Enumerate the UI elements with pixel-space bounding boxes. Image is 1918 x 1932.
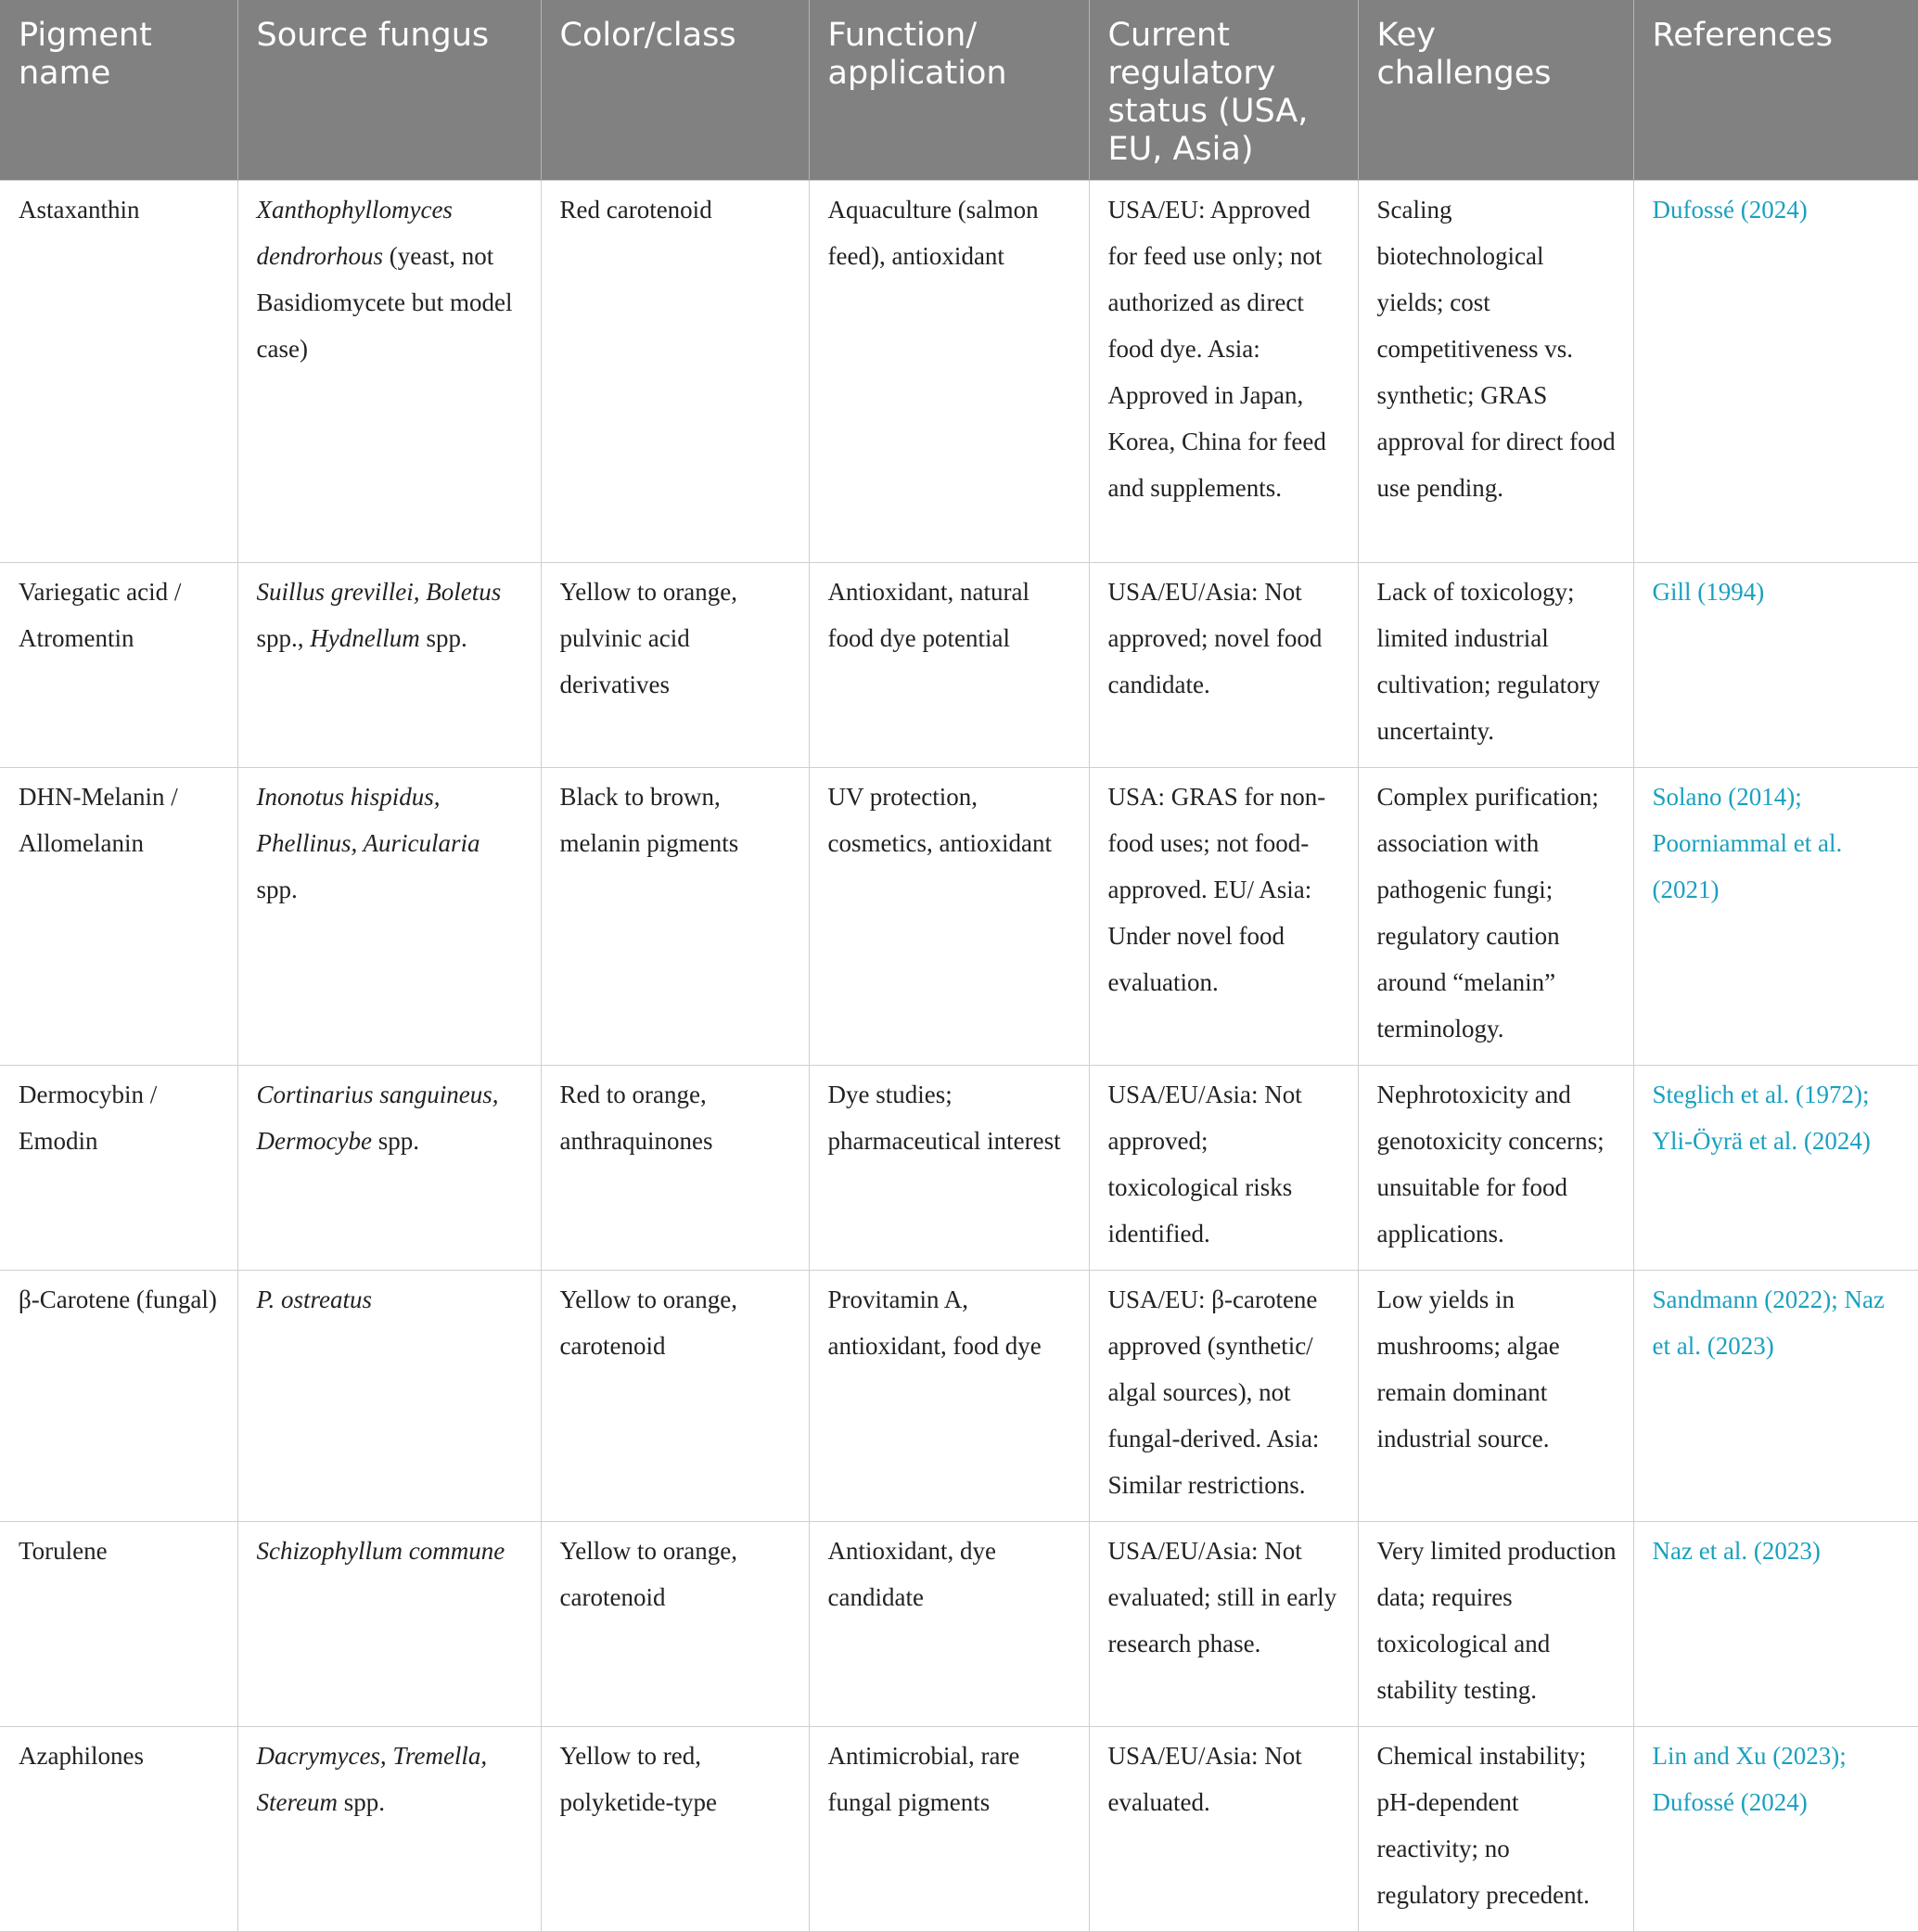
table-row	[0, 768, 1918, 1066]
source-fungus-cell	[237, 1727, 541, 1932]
species-name: Hydnellum	[310, 624, 420, 652]
reference-link[interactable]: Dufossé (2024)	[1652, 196, 1808, 224]
references-cell	[1633, 1522, 1918, 1727]
species-name: Suillus grevillei, Boletus	[256, 578, 502, 606]
source-fungus-cell	[237, 1066, 541, 1271]
function-cell: UV protection, cosmetics, antioxidant	[809, 768, 1089, 1066]
regulatory-status-cell: USA/EU/Asia: Not evaluated.	[1089, 1727, 1358, 1932]
key-challenges-cell: Scaling biotechnological yields; cost competitiveness vs. synthetic; GRAS approval for direct food use pending.	[1358, 181, 1633, 563]
color-class-cell: Red to orange, anthraquinones	[541, 1066, 809, 1271]
function-cell: Antioxidant, natural food dye potential	[809, 563, 1089, 768]
regulatory-status-cell: USA/EU/Asia: Not approved; novel food candidate.	[1089, 563, 1358, 768]
source-note: (yeast, not Basidiomycete but model case)	[256, 242, 513, 363]
reference-link[interactable]: Solano (2014); Poorniammal et al. (2021)	[1652, 783, 1843, 903]
key-challenges-cell: Complex purification; association with pathogenic fungi; regulatory caution around “melanin” terminology.	[1358, 768, 1633, 1066]
table-row	[0, 1271, 1918, 1522]
regulatory-status-cell: USA/EU: Approved for feed use only; not authorized as direct food dye. Asia: Approved in Japan, Korea, China for feed and supplements.	[1089, 181, 1358, 563]
pigment-name-cell: Variegatic acid / Atromentin	[0, 563, 237, 768]
species-name: Dacrymyces, Tremella, Stereum	[256, 1742, 488, 1816]
function-cell: Provitamin A, antioxidant, food dye	[809, 1271, 1089, 1522]
table-row	[0, 1522, 1918, 1727]
pigment-name-cell: Azaphilones	[0, 1727, 237, 1932]
species-name: Cortinarius sanguineus, Dermocybe	[256, 1081, 499, 1155]
source-note: spp.	[371, 1127, 419, 1155]
reference-link[interactable]: Gill (1994)	[1652, 578, 1765, 606]
key-challenges-cell: Lack of toxicology; limited industrial cultivation; regulatory uncertainty.	[1358, 563, 1633, 768]
key-challenges-cell: Very limited production data; requires toxicological and stability testing.	[1358, 1522, 1633, 1727]
species-name: Schizophyllum commune	[256, 1537, 505, 1565]
header-color-class: Color/class	[541, 0, 809, 181]
pigment-name-cell: Dermocybin / Emodin	[0, 1066, 237, 1271]
function-cell: Dye studies; pharmaceutical interest	[809, 1066, 1089, 1271]
references-cell	[1633, 1066, 1918, 1271]
reference-link[interactable]: Naz et al. (2023)	[1652, 1537, 1821, 1565]
color-class-cell: Yellow to orange, carotenoid	[541, 1271, 809, 1522]
references-cell	[1633, 563, 1918, 768]
function-cell: Aquaculture (salmon feed), antioxidant	[809, 181, 1089, 563]
references-cell	[1633, 1727, 1918, 1932]
table-row	[0, 181, 1918, 563]
source-fungus-cell	[237, 563, 541, 768]
color-class-cell: Red carotenoid	[541, 181, 809, 563]
key-challenges-cell: Chemical instability; pH-dependent reactivity; no regulatory precedent.	[1358, 1727, 1633, 1932]
color-class-cell: Yellow to red, polyketide-type	[541, 1727, 809, 1932]
references-cell	[1633, 181, 1918, 563]
references-cell	[1633, 1271, 1918, 1522]
pigment-name-cell: β-Carotene (fungal)	[0, 1271, 237, 1522]
header-pigment-name: Pigment name	[0, 0, 237, 181]
table-row	[0, 563, 1918, 768]
function-cell: Antioxidant, dye candidate	[809, 1522, 1089, 1727]
reference-link[interactable]: Sandmann (2022); Naz et al. (2023)	[1652, 1286, 1885, 1360]
pigment-name-cell: Torulene	[0, 1522, 237, 1727]
regulatory-status-cell: USA/EU/Asia: Not evaluated; still in early research phase.	[1089, 1522, 1358, 1727]
header-key-challenges: Key challenges	[1358, 0, 1633, 181]
table-row	[0, 1066, 1918, 1271]
species-name: Inonotus hispidus, Phellinus, Auricularia	[256, 783, 480, 857]
header-regulatory-status: Current regulatory status (USA, EU, Asia)	[1089, 0, 1358, 181]
header-source-fungus: Source fungus	[237, 0, 541, 181]
regulatory-status-cell: USA/EU: β-carotene approved (synthetic/ algal sources), not fungal-derived. Asia: Similar restrictions.	[1089, 1271, 1358, 1522]
source-note: spp.,	[256, 624, 311, 652]
table-body	[0, 181, 1918, 1932]
table-row	[0, 1727, 1918, 1932]
color-class-cell: Yellow to orange, carotenoid	[541, 1522, 809, 1727]
key-challenges-cell: Low yields in mushrooms; algae remain dominant industrial source.	[1358, 1271, 1633, 1522]
regulatory-status-cell: USA: GRAS for non-food uses; not food-approved. EU/ Asia: Under novel food evaluation.	[1089, 768, 1358, 1066]
table-header-row	[0, 0, 1918, 181]
source-note: spp.	[337, 1788, 385, 1816]
function-cell: Antimicrobial, rare fungal pigments	[809, 1727, 1089, 1932]
source-fungus-cell	[237, 768, 541, 1066]
color-class-cell: Yellow to orange, pulvinic acid derivatives	[541, 563, 809, 768]
pigment-name-cell: Astaxanthin	[0, 181, 237, 563]
header-references: References	[1633, 0, 1918, 181]
species-name: P. ostreatus	[256, 1286, 373, 1313]
species-name: Xanthophyllomyces dendrorhous	[256, 196, 453, 270]
pigment-name-cell: DHN-Melanin / Allomelanin	[0, 768, 237, 1066]
color-class-cell: Black to brown, melanin pigments	[541, 768, 809, 1066]
regulatory-status-cell: USA/EU/Asia: Not approved; toxicological risks identified.	[1089, 1066, 1358, 1271]
references-cell	[1633, 768, 1918, 1066]
reference-link[interactable]: Steglich et al. (1972); Yli-Öyrä et al. (2024)	[1652, 1081, 1871, 1155]
source-fungus-cell	[237, 181, 541, 563]
header-function-application: Function/ application	[809, 0, 1089, 181]
source-fungus-cell	[237, 1271, 541, 1522]
reference-link[interactable]: Lin and Xu (2023); Dufossé (2024)	[1652, 1742, 1847, 1816]
source-note: spp.	[256, 876, 298, 903]
key-challenges-cell: Nephrotoxicity and genotoxicity concerns; unsuitable for food applications.	[1358, 1066, 1633, 1271]
source-note: spp.	[419, 624, 467, 652]
source-fungus-cell	[237, 1522, 541, 1727]
